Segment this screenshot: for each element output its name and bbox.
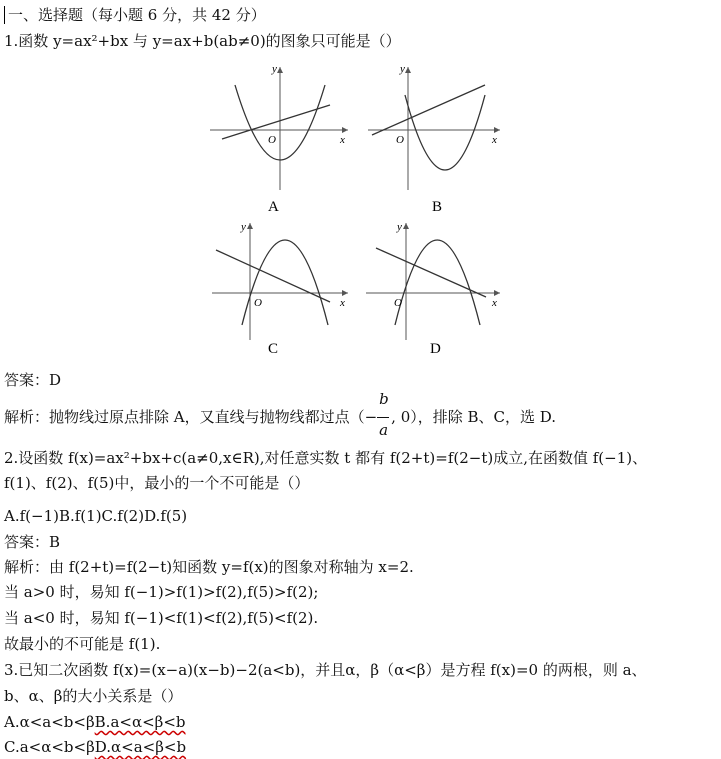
graph-a-x-label: x — [340, 134, 345, 146]
graph-d-y-label: y — [397, 221, 402, 233]
option-b: B.a<α<β<b — [94, 713, 186, 731]
question-2-answer: 答案：B — [4, 533, 61, 551]
question-1-text: 1.函数 y=ax²+bx 与 y=ax+b(ab≠0)的图象只可能是（） — [4, 32, 401, 50]
option-d: D.α<a<β<b — [94, 738, 187, 756]
graph-b-label: B — [432, 199, 443, 215]
graph-d-origin: O — [394, 297, 402, 309]
question-2-analysis-3: 当 a<0 时，易知 f(−1)<f(1)<f(2),f(5)<f(2). — [4, 609, 319, 627]
graph-b-x-label: x — [492, 134, 497, 146]
section-title: 一、选择题（每小题 6 分，共 42 分） — [8, 6, 266, 24]
question-3-line-2: b、α、β的大小关系是（） — [4, 687, 183, 705]
graph-b — [368, 63, 500, 215]
graph-a-y-label: y — [272, 63, 277, 75]
analysis-suffix: , 0），排除 B、C，选 D. — [391, 408, 557, 426]
text-cursor — [4, 6, 5, 24]
question-2-analysis-2: 当 a>0 时，易知 f(−1)>f(1)>f(2),f(5)>f(2); — [4, 583, 319, 601]
option-c: C.a<α<b<β — [4, 738, 95, 756]
analysis-prefix: 解析：抛物线过原点排除 A，又直线与抛物线都过点（− — [4, 408, 378, 426]
graph-c-origin: O — [254, 297, 262, 309]
graph-d — [366, 221, 500, 355]
question-3-options-cd — [4, 737, 186, 757]
question-1-analysis — [4, 390, 557, 439]
graph-d-x-label: x — [492, 297, 497, 309]
question-2-analysis-4: 故最小的不可能是 f(1). — [4, 635, 161, 653]
question-1-answer: 答案：D — [4, 371, 62, 389]
graph-c-label: C — [268, 341, 279, 355]
graph-a-label: A — [268, 199, 279, 215]
graph-c-x-label: x — [340, 297, 345, 309]
question-3-options-ab — [4, 712, 186, 732]
graph-b-origin: O — [396, 134, 404, 146]
graph-d-label: D — [430, 341, 441, 355]
option-a: A.α<a<b<β — [4, 713, 95, 731]
question-1-graphs — [0, 55, 721, 355]
fraction-bar — [377, 417, 389, 418]
graph-b-y-label: y — [400, 63, 405, 75]
graph-c-y-label: y — [241, 221, 246, 233]
question-2-line-2: f(1)、f(2)、f(5)中，最小的一个不可能是（） — [4, 474, 310, 492]
graph-a-origin: O — [268, 134, 276, 146]
question-2-line-1: 2.设函数 f(x)=ax²+bx+c(a≠0,x∈R),对任意实数 t 都有 f(2+t)=f(2−t)成立,在函数值 f(−1)、 — [4, 449, 648, 467]
fraction-denominator: a — [379, 421, 389, 439]
graph-c — [212, 221, 348, 355]
graph-a — [210, 63, 348, 215]
question-2-options: A.f(−1)B.f(1)C.f(2)D.f(5) — [4, 507, 188, 525]
question-3-line-1: 3.已知二次函数 f(x)=(x−a)(x−b)−2(a<b)，并且α，β（α<β）是方程 f(x)=0 的两根，则 a、 — [4, 661, 647, 679]
fraction — [377, 390, 391, 439]
question-2-analysis-1: 解析：由 f(2+t)=f(2−t)知函数 y=f(x)的图象对称轴为 x=2. — [4, 558, 414, 576]
fraction-numerator: b — [379, 390, 389, 408]
